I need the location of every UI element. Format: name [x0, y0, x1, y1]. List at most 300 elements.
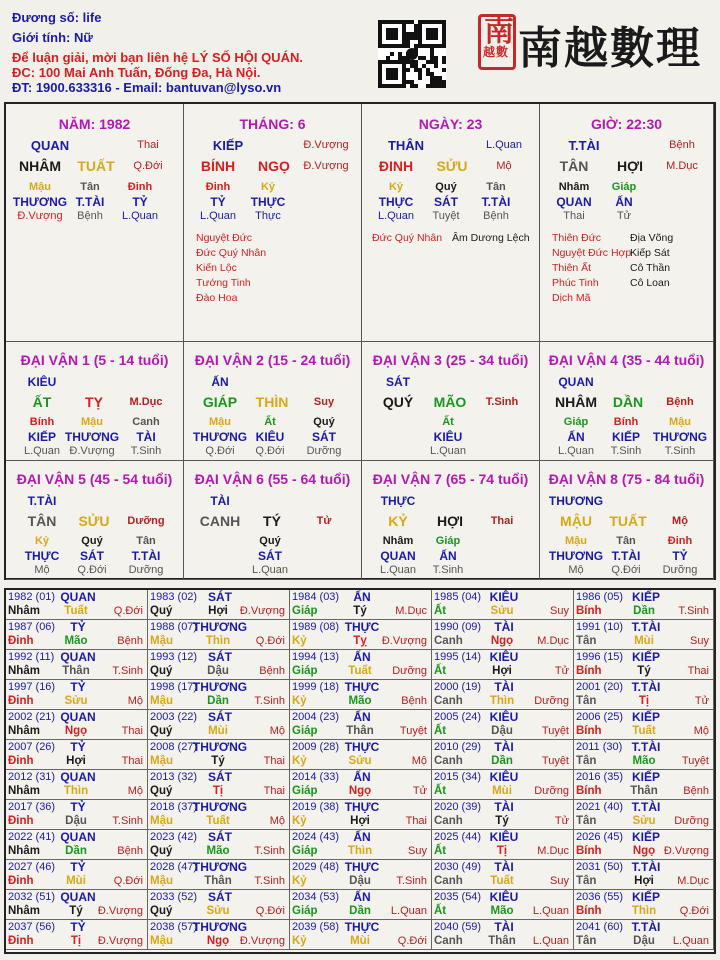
- hidden-stem: Mậu: [669, 416, 691, 428]
- dai-van-stage: Thai: [490, 515, 514, 527]
- life-stage: L.Quan: [557, 445, 595, 457]
- year-ten-god: TÀI: [494, 860, 514, 874]
- year-ten-god: QUAN: [60, 650, 96, 664]
- qr-code[interactable]: [378, 20, 446, 88]
- year-ten-god: TÀI: [494, 920, 514, 934]
- year-label: 2023 (42): [150, 831, 198, 843]
- year-branch: Thân: [346, 725, 374, 737]
- dai-van-title: ĐẠI VẬN 8 (75 - 84 tuổi): [548, 471, 705, 487]
- ten-god: QUAN: [380, 549, 416, 563]
- year-stage: Mộ: [127, 785, 143, 797]
- year-cell[interactable]: [6, 620, 148, 650]
- year-ten-god: QUAN: [60, 830, 96, 844]
- logo-text: 南越數理: [518, 23, 702, 74]
- dai-van-cell: [362, 342, 540, 461]
- dai-van-title: ĐẠI VẬN 2 (15 - 24 tuổi): [194, 352, 351, 368]
- year-ten-god: THỰC: [344, 800, 380, 814]
- year-label: 2040 (59): [434, 921, 482, 933]
- year-stem: Mậu: [150, 935, 173, 947]
- year-stem: Tân: [576, 935, 597, 947]
- year-cell[interactable]: [148, 680, 290, 710]
- dai-van-top: KIÊU: [27, 375, 57, 389]
- dai-van-chi: HỢI: [437, 513, 463, 529]
- pillar-title: THÁNG: 6: [239, 116, 306, 132]
- year-cell[interactable]: [432, 710, 574, 740]
- year-stage: T.Sinh: [396, 875, 427, 887]
- year-stem: Quý: [150, 785, 173, 797]
- year-branch: Tị: [70, 935, 82, 947]
- year-branch: Dần: [633, 605, 655, 617]
- year-branch: Ngọ: [632, 845, 656, 857]
- year-cell[interactable]: [6, 800, 148, 830]
- year-stem: Kỷ: [292, 815, 307, 827]
- year-stage: Bệnh: [259, 665, 285, 677]
- year-stem: Bính: [576, 605, 602, 617]
- year-label: 2017 (36): [8, 801, 56, 813]
- hidden-stem: Mậu: [565, 535, 587, 547]
- dai-van-chi: TUẤT: [609, 513, 647, 529]
- logo: [478, 12, 718, 74]
- year-stem: Canh: [434, 635, 463, 647]
- year-ten-god: THỰC: [344, 680, 380, 694]
- year-cell[interactable]: [574, 800, 714, 830]
- year-stage: Tử: [554, 815, 569, 827]
- header-line: ĐC: 100 Mai Anh Tuấn, Đống Đa, Hà Nội.: [12, 65, 261, 80]
- year-stem: Quý: [150, 905, 173, 917]
- dai-van-title: ĐẠI VẬN 7 (65 - 74 tuổi): [372, 471, 529, 487]
- year-branch: Dậu: [633, 935, 655, 947]
- year-cell[interactable]: [574, 830, 714, 860]
- year-cell[interactable]: [6, 710, 148, 740]
- year-ten-god: THỰC: [344, 740, 380, 754]
- life-stage: T.Sinh: [664, 445, 696, 457]
- year-stage: Bệnh: [117, 845, 143, 857]
- year-branch: Thân: [630, 785, 658, 797]
- year-ten-god: THƯƠNG: [192, 680, 248, 694]
- year-stage: Dưỡng: [534, 785, 569, 797]
- header-line: ĐT: 1900.633316 - Email: bantuvan@lyso.vn: [12, 80, 282, 95]
- life-stage: Đ.Vượng: [69, 445, 115, 457]
- year-stage: Q.Đới: [255, 905, 285, 917]
- year-stage: Tử: [554, 665, 569, 677]
- year-cell[interactable]: [148, 860, 290, 890]
- year-label: 2003 (22): [150, 711, 198, 723]
- year-cell[interactable]: [148, 830, 290, 860]
- year-ten-god: THỰC: [344, 860, 380, 874]
- year-cell[interactable]: [432, 620, 574, 650]
- year-cell[interactable]: [432, 680, 574, 710]
- year-cell[interactable]: [148, 590, 290, 620]
- year-label: 1994 (13): [292, 651, 340, 663]
- pillar-can: BÍNH: [200, 158, 236, 174]
- year-stem: Mậu: [150, 875, 173, 887]
- year-cell[interactable]: [290, 680, 432, 710]
- dai-van-cell: [362, 461, 540, 580]
- year-label: 2035 (54): [434, 891, 482, 903]
- year-ten-god: ẤN: [353, 710, 371, 724]
- year-ten-god: KIẾP: [631, 770, 661, 784]
- year-stage: T.Sinh: [254, 695, 285, 707]
- dai-van-top: QUAN: [558, 375, 594, 389]
- year-label: 2001 (20): [576, 681, 624, 693]
- year-stem: Kỷ: [292, 755, 307, 767]
- year-branch: Thìn: [205, 635, 231, 647]
- year-stage: L.Quan: [532, 905, 569, 917]
- life-stage: T.Sinh: [432, 564, 464, 576]
- year-branch: Ngọ: [348, 785, 372, 797]
- dai-van-top: ẤN: [211, 375, 229, 389]
- year-label: 1982 (01): [8, 591, 56, 603]
- pillar-chi-right: Mộ: [496, 160, 512, 172]
- year-label: 2033 (52): [150, 891, 198, 903]
- year-ten-god: SÁT: [208, 710, 232, 724]
- life-stage: Mộ: [34, 564, 50, 576]
- year-cell[interactable]: [6, 860, 148, 890]
- year-cell[interactable]: [6, 830, 148, 860]
- year-stage: M.Dục: [537, 635, 569, 647]
- year-stem: Mậu: [150, 635, 173, 647]
- year-label: 2019 (38): [292, 801, 340, 813]
- pillar-top-right: L.Quan: [485, 139, 523, 151]
- star-right: Kiếp Sát: [630, 247, 670, 259]
- year-cell[interactable]: [290, 650, 432, 680]
- hidden-stem: Giáp: [563, 416, 589, 428]
- pillar-can: ĐINH: [378, 158, 414, 174]
- year-stage: Bệnh: [117, 635, 143, 647]
- year-cell[interactable]: [290, 590, 432, 620]
- year-ten-god: THƯƠNG: [192, 740, 248, 754]
- year-cell[interactable]: [432, 890, 574, 920]
- year-stage: L.Quan: [390, 905, 427, 917]
- ten-god: KIÊU: [433, 430, 463, 444]
- hidden-stem: Ất: [264, 416, 276, 428]
- life-stage: Q.Đới: [77, 564, 107, 576]
- year-cell[interactable]: [290, 890, 432, 920]
- year-stage: Dưỡng: [392, 665, 427, 677]
- year-cell[interactable]: [6, 890, 148, 920]
- year-cell[interactable]: [432, 590, 574, 620]
- year-branch: Tuất: [206, 815, 230, 827]
- year-cell[interactable]: [432, 770, 574, 800]
- year-stage: Tuyệt: [541, 755, 569, 767]
- year-label: 2007 (26): [8, 741, 56, 753]
- star-left: Tướng Tinh: [196, 277, 251, 289]
- year-stem: Giáp: [292, 605, 318, 617]
- year-cell[interactable]: [148, 650, 290, 680]
- star-left: Phúc Tinh: [552, 277, 599, 289]
- year-stem: Bính: [576, 845, 602, 857]
- year-ten-god: KIÊU: [489, 890, 519, 904]
- year-stage: Q.Đới: [113, 605, 143, 617]
- star-right: Cô Thần: [630, 262, 671, 274]
- year-stage: Thai: [405, 815, 427, 827]
- year-branch: Tý: [495, 815, 509, 827]
- year-stem: Đinh: [8, 755, 34, 767]
- life-stage: Dưỡng: [306, 445, 342, 457]
- year-cell[interactable]: [432, 740, 574, 770]
- hidden-stem: Tân: [80, 181, 100, 193]
- life-stage: L.Quan: [199, 210, 237, 222]
- year-stem: Nhâm: [8, 605, 40, 617]
- year-cell[interactable]: [148, 890, 290, 920]
- year-branch: Sửu: [490, 605, 514, 617]
- ten-god: T.TÀI: [75, 195, 105, 209]
- year-label: 2011 (30): [576, 741, 623, 753]
- year-cell[interactable]: [432, 650, 574, 680]
- year-label: 2028 (47): [150, 861, 198, 873]
- year-label: 1983 (02): [150, 591, 198, 603]
- dai-van-stage: Dưỡng: [127, 515, 165, 527]
- year-cell[interactable]: [148, 920, 290, 950]
- year-ten-god: QUAN: [60, 590, 96, 604]
- hidden-stem: Tân: [136, 535, 156, 547]
- year-branch: Dậu: [349, 875, 371, 887]
- dai-van-can: NHÂM: [555, 394, 597, 410]
- year-cell[interactable]: [574, 710, 714, 740]
- dai-van-stage: Mộ: [672, 515, 688, 527]
- year-branch: Mão: [64, 635, 88, 647]
- star-right: Cô Loan: [630, 277, 670, 289]
- pillar-top-main: T.TÀI: [568, 138, 600, 153]
- year-label: 1988 (07): [150, 621, 198, 633]
- year-cell[interactable]: [290, 920, 432, 950]
- year-cell[interactable]: [6, 590, 148, 620]
- dai-van-can: MẬU: [560, 513, 592, 529]
- pillar-can: TÂN: [559, 158, 589, 174]
- year-branch: Mùi: [66, 875, 86, 887]
- year-stem: Giáp: [292, 845, 318, 857]
- ten-god: THƯƠNG: [64, 430, 120, 444]
- hidden-stem: Canh: [132, 416, 160, 428]
- year-ten-god: KIÊU: [489, 710, 519, 724]
- year-ten-god: KIẾP: [631, 890, 661, 904]
- year-stage: Mộ: [693, 725, 709, 737]
- pillar-cell: [6, 104, 184, 342]
- year-cell[interactable]: [6, 740, 148, 770]
- dai-van-stage: M.Dục: [129, 396, 163, 408]
- year-ten-god: ẤN: [353, 770, 371, 784]
- pillar-chi: HỢI: [617, 158, 643, 174]
- year-label: 1999 (18): [292, 681, 340, 693]
- year-stage: Q.Đới: [113, 875, 143, 887]
- pillar-can: NHÂM: [19, 158, 61, 174]
- year-cell[interactable]: [290, 620, 432, 650]
- year-stage: Q.Đới: [397, 935, 427, 947]
- dai-van-can: ẤT: [32, 394, 52, 410]
- year-stage: Đ.Vượng: [663, 845, 709, 857]
- life-stage: T.Sinh: [130, 445, 162, 457]
- year-branch: Tý: [637, 665, 651, 677]
- year-stem: Nhâm: [8, 725, 40, 737]
- star-left: Đào Hoa: [196, 292, 238, 304]
- year-label: 2015 (34): [434, 771, 482, 783]
- year-label: 2037 (56): [8, 921, 56, 933]
- year-cell[interactable]: [6, 770, 148, 800]
- year-cell[interactable]: [290, 800, 432, 830]
- year-stem: Đinh: [8, 695, 34, 707]
- year-ten-god: KIÊU: [489, 770, 519, 784]
- year-branch: Tý: [69, 905, 83, 917]
- year-stage: Tuyệt: [681, 755, 709, 767]
- year-branch: Tỵ: [353, 635, 367, 647]
- ten-god: T.TÀI: [611, 549, 641, 563]
- year-cell[interactable]: [6, 920, 148, 950]
- ten-god: KIẾP: [611, 430, 641, 444]
- year-branch: Dậu: [207, 665, 229, 677]
- year-ten-god: KIÊU: [489, 830, 519, 844]
- year-stage: Mộ: [269, 815, 285, 827]
- year-ten-god: KIẾP: [631, 710, 661, 724]
- year-stem: Bính: [576, 785, 602, 797]
- year-cell[interactable]: [574, 620, 714, 650]
- year-cell[interactable]: [148, 710, 290, 740]
- year-stage: Dưỡng: [674, 815, 709, 827]
- year-cell[interactable]: [432, 860, 574, 890]
- year-cell[interactable]: [574, 740, 714, 770]
- year-branch: Thân: [62, 665, 90, 677]
- year-branch: Tuất: [348, 665, 372, 677]
- year-cell[interactable]: [148, 620, 290, 650]
- life-stage: T.Sinh: [610, 445, 642, 457]
- ten-god: SÁT: [258, 549, 282, 563]
- year-stage: Suy: [408, 845, 427, 857]
- year-ten-god: ẤN: [353, 650, 371, 664]
- ten-god: SÁT: [312, 430, 336, 444]
- year-ten-god: TỶ: [70, 920, 86, 934]
- life-stage: Đ.Vượng: [17, 210, 63, 222]
- year-ten-god: THỰC: [344, 620, 380, 634]
- pillar-chi: TUẤT: [77, 158, 115, 174]
- year-ten-god: TỶ: [70, 860, 86, 874]
- year-stage: Mộ: [411, 755, 427, 767]
- header: [0, 0, 720, 100]
- year-stem: Bính: [576, 725, 602, 737]
- year-stage: T.Sinh: [254, 875, 285, 887]
- hidden-stem: Quý: [259, 535, 281, 547]
- life-stage: L.Quan: [379, 564, 417, 576]
- year-label: 2010 (29): [434, 741, 482, 753]
- year-branch: Dậu: [491, 725, 513, 737]
- year-cell[interactable]: [148, 770, 290, 800]
- ten-god: T.TÀI: [131, 549, 161, 563]
- life-stage: Bệnh: [77, 210, 103, 222]
- year-cell[interactable]: [290, 830, 432, 860]
- year-label: 1995 (14): [434, 651, 482, 663]
- year-stem: Quý: [150, 665, 173, 677]
- year-cell[interactable]: [574, 890, 714, 920]
- year-cell[interactable]: [290, 860, 432, 890]
- year-stage: Thai: [263, 785, 285, 797]
- year-cell[interactable]: [290, 770, 432, 800]
- year-ten-god: KIẾP: [631, 830, 661, 844]
- year-cell[interactable]: [148, 740, 290, 770]
- star-left: Dịch Mã: [552, 292, 591, 304]
- year-stage: L.Quan: [672, 935, 709, 947]
- year-stem: Tân: [576, 695, 597, 707]
- pillar-cell: [540, 104, 714, 342]
- ten-god: ẤN: [439, 549, 457, 563]
- dai-van-cell: [184, 461, 362, 580]
- hidden-stem: Quý: [81, 535, 103, 547]
- year-branch: Mùi: [208, 725, 228, 737]
- year-ten-god: TỶ: [70, 740, 86, 754]
- pillar-cell: [184, 104, 362, 342]
- life-stage: Dưỡng: [128, 564, 164, 576]
- hidden-stem: Mậu: [81, 416, 103, 428]
- dai-van-top: THƯƠNG: [548, 494, 604, 508]
- hidden-stem: Bính: [29, 416, 55, 428]
- year-stage: M.Dục: [677, 875, 709, 887]
- year-cell[interactable]: [574, 920, 714, 950]
- year-label: 2013 (32): [150, 771, 198, 783]
- year-cell[interactable]: [432, 800, 574, 830]
- year-label: 2014 (33): [292, 771, 340, 783]
- pillar-chi: NGỌ: [258, 158, 290, 174]
- year-stem: Giáp: [292, 785, 318, 797]
- year-cell[interactable]: [290, 710, 432, 740]
- year-stem: Ất: [434, 845, 447, 857]
- star-right: Địa Võng: [630, 232, 674, 244]
- year-cell[interactable]: [432, 920, 574, 950]
- hidden-stem: Bính: [613, 416, 639, 428]
- year-ten-god: ẤN: [353, 590, 371, 604]
- hidden-stem: Ất: [442, 416, 454, 428]
- dai-van-chi: DẦN: [612, 394, 644, 410]
- ten-god: SÁT: [80, 549, 104, 563]
- dai-van-chi: TÝ: [263, 513, 281, 529]
- year-stage: Q.Đới: [679, 905, 709, 917]
- year-label: 1989 (08): [292, 621, 340, 633]
- year-stage: T.Sinh: [254, 845, 285, 857]
- life-stage: Dưỡng: [662, 564, 698, 576]
- year-cell[interactable]: [574, 650, 714, 680]
- year-stem: Quý: [150, 605, 173, 617]
- year-stage: Mộ: [127, 695, 143, 707]
- year-stage: Mộ: [269, 725, 285, 737]
- year-stem: Bính: [576, 905, 602, 917]
- year-cell[interactable]: [432, 830, 574, 860]
- year-cell[interactable]: [574, 590, 714, 620]
- year-branch: Mùi: [492, 785, 512, 797]
- hidden-stem: Đinh: [667, 535, 693, 547]
- hidden-stem: Quý: [313, 416, 335, 428]
- dai-van-cell: [6, 342, 184, 461]
- year-branch: Mão: [348, 695, 372, 707]
- year-cell[interactable]: [6, 650, 148, 680]
- year-stem: Nhâm: [8, 905, 40, 917]
- year-stem: Tân: [576, 635, 597, 647]
- year-stem: Nhâm: [8, 845, 40, 857]
- year-ten-god: TỶ: [70, 680, 86, 694]
- dai-van-can: TÂN: [27, 513, 57, 529]
- year-cell[interactable]: [6, 680, 148, 710]
- year-stage: Đ.Vượng: [239, 605, 285, 617]
- year-stem: Ất: [434, 905, 447, 917]
- life-stage: L.Quan: [377, 210, 415, 222]
- year-stem: Kỷ: [292, 695, 307, 707]
- hidden-stem: Quý: [435, 181, 457, 193]
- year-ten-god: ẤN: [353, 890, 371, 904]
- life-stage: L.Quan: [121, 210, 159, 222]
- year-cell[interactable]: [574, 770, 714, 800]
- year-cell[interactable]: [290, 740, 432, 770]
- year-cell[interactable]: [148, 800, 290, 830]
- year-cell[interactable]: [574, 680, 714, 710]
- year-stage: Suy: [550, 875, 569, 887]
- year-cell[interactable]: [574, 860, 714, 890]
- year-branch: Hợi: [492, 665, 512, 677]
- year-stage: T.Sinh: [112, 815, 143, 827]
